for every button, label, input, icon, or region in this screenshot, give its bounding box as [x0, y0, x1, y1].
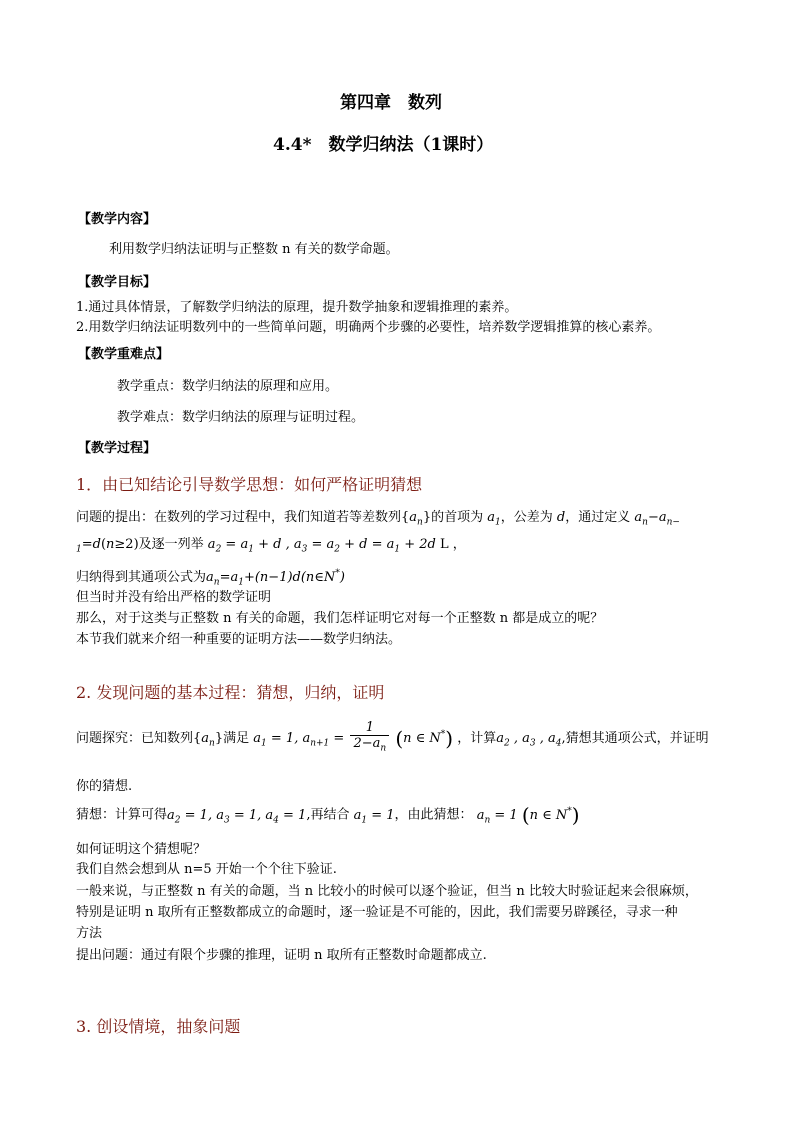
- part1-line1: 问题的提出：在数列的学习过程中，我们知道若等差数列$\{a_n\}$的首项为 $a_1$，公差为 d，通过定义 $a_n-a_{n-}$: [76, 510, 680, 528]
- process-label: 【教学过程】: [78, 441, 157, 456]
- part2-q1: 如何证明这个猜想呢？: [76, 842, 207, 857]
- difficult-point: 教学难点：数学归纳法的原理与证明过程。: [117, 410, 365, 425]
- part1-line3: 归纳得到其通项公式为$a_n=a_1+(n-1)d(n\in N^*)$: [76, 568, 345, 588]
- part2-heading: 2. 发现问题的基本过程：猜想，归纳，证明: [76, 683, 385, 702]
- part1-line2: $_1$=d(n≥2)及逐一列举 $a_2 = a_1 + d$ , $a_3 = a_2 + d = a_1 + 2d$ L ，: [76, 537, 466, 555]
- part1-heading: 1．由已知结论引导数学思想：如何严格证明猜想: [76, 475, 423, 494]
- part3-heading: 3. 创设情境，抽象问题: [76, 1017, 241, 1036]
- chapter-title: 第四章 数列: [340, 93, 442, 113]
- part2-q4: 特别是证明 n 取所有正整数都成立的命题时，逐一验证是不可能的，因此，我们需要另辟蹊径，寻求一种: [76, 905, 678, 920]
- key-point: 教学重点：数学归纳法的原理和应用。: [117, 379, 339, 394]
- key-label: 【教学重难点】: [78, 347, 170, 362]
- section-title: 4.4* 数学归纳法（1课时）: [273, 135, 494, 155]
- part2-explore-line2: 你的猜想.: [76, 779, 133, 794]
- content-label: 【教学内容】: [78, 212, 157, 227]
- part2-guess: 猜想：计算可得$a_2 = 1$, $a_3 = 1$, $a_4 = 1$,再结合 $a_1 = 1$，由此猜想： $a_n = 1$ (n ∈ N*): [76, 803, 580, 827]
- content-text: 利用数学归纳法证明与正整数 n 有关的数学命题。: [109, 242, 399, 257]
- goal-1: 1.通过具体情景，了解数学归纳法的原理，提升数学抽象和逻辑推理的素养。: [76, 300, 518, 315]
- part2-q2: 我们自然会想到从 n=5 开始一个个往下验证.: [76, 862, 337, 877]
- part1-line6: 本节我们就来介绍一种重要的证明方法——数学归纳法。: [76, 632, 402, 647]
- goals-label: 【教学目标】: [78, 275, 157, 290]
- part1-line4: 但当时并没有给出严格的数学证明: [76, 590, 272, 605]
- part2-q5: 方法: [76, 926, 103, 941]
- part2-explore: 问题探究：已知数列$\{a_n\}$满足 $a_1 = 1$, $a_{n+1}$ = $\frac{1}{2-a_n}$ (n ∈ N*) ，计算$a_2$ , $a_3$ , $a_4$,猜想其通项公式，并证明: [76, 720, 709, 754]
- part1-line5: 那么，对于这类与正整数 n 有关的命题，我们怎样证明它对每一个正整数 n 都是成立的呢？: [76, 611, 604, 626]
- part2-q3: 一般来说，与正整数 n 有关的命题，当 n 比较小的时候可以逐个验证，但当 n 比较大时验证起来会很麻烦，: [76, 884, 698, 899]
- part2-q6: 提出问题：通过有限个步骤的推理，证明 n 取所有正整数时命题都成立.: [76, 948, 487, 963]
- goal-2: 2.用数学归纳法证明数列中的一些简单问题，明确两个步骤的必要性，培养数学逻辑推算的核心素养。: [76, 320, 661, 335]
